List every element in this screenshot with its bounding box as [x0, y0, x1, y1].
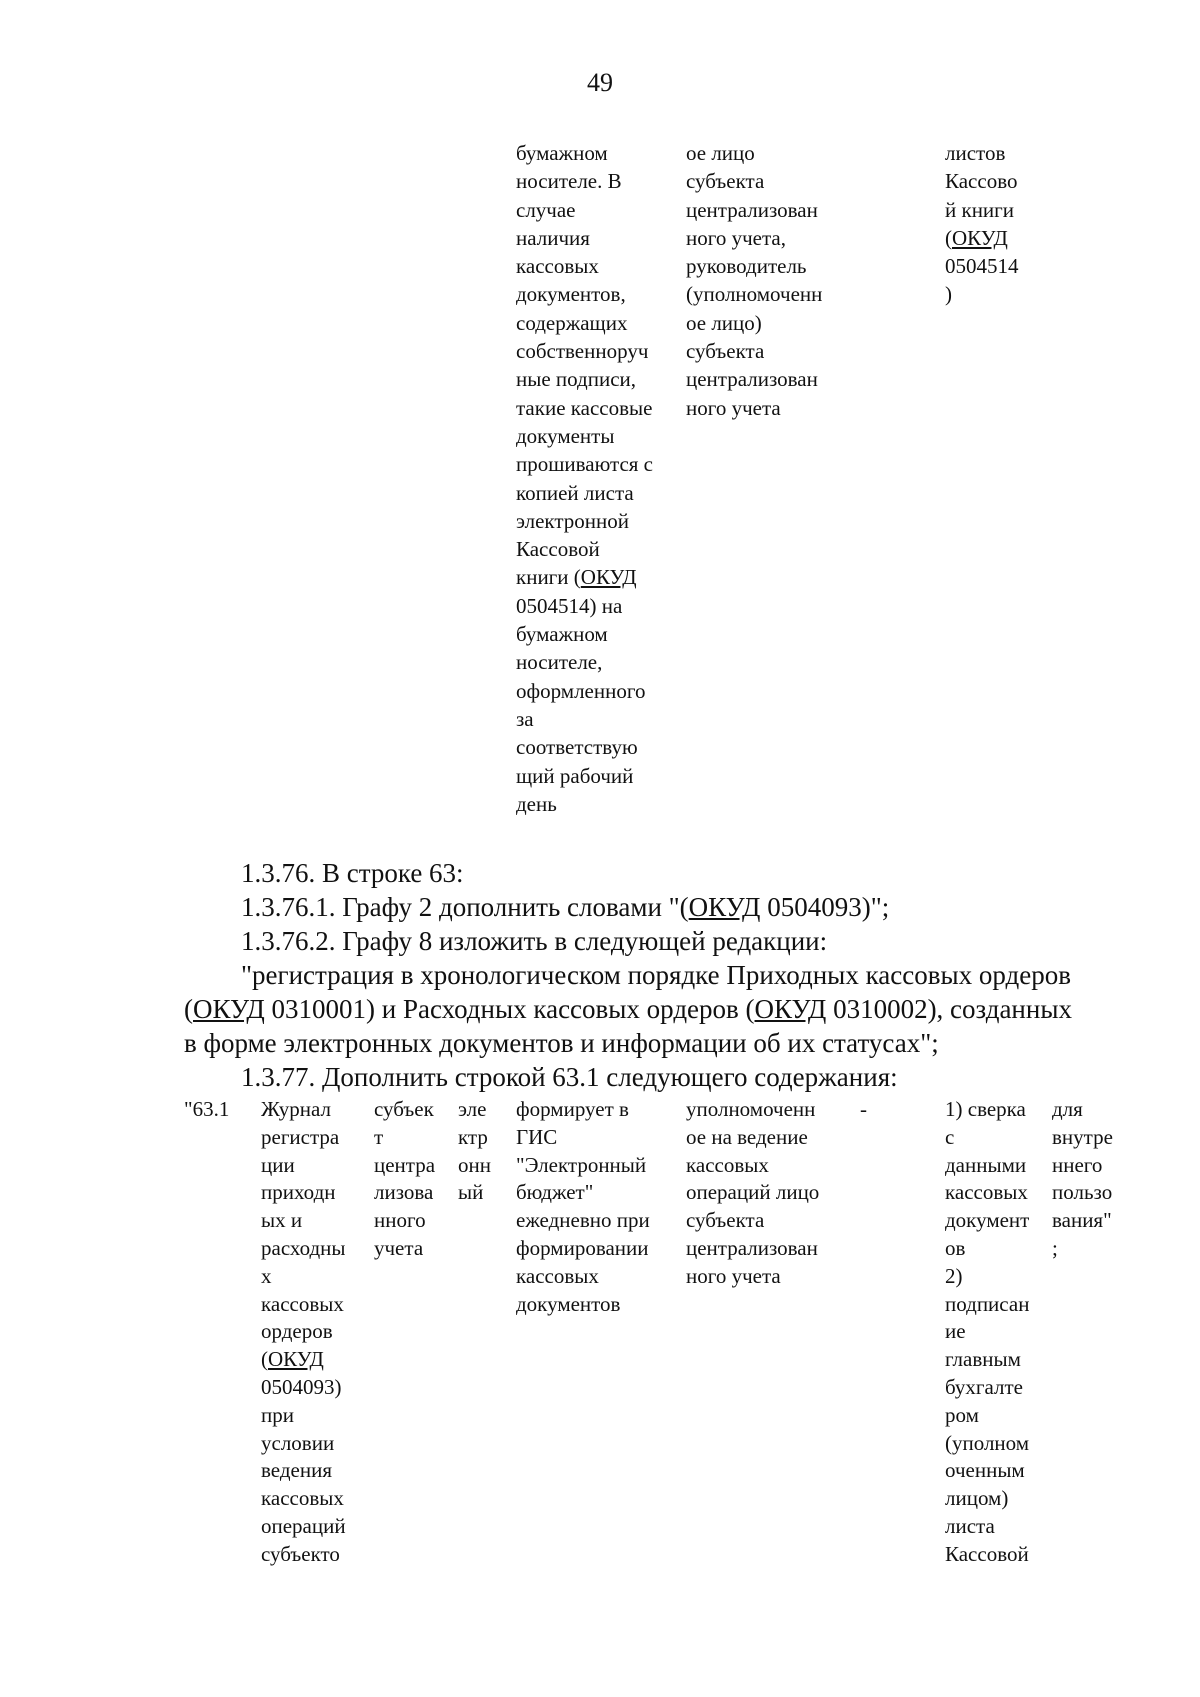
cell-line	[686, 309, 822, 337]
cell-text: расходны	[261, 1235, 346, 1260]
cell-text: документов,	[516, 282, 626, 307]
cell-text: прошиваются с	[516, 452, 654, 477]
cell-text: кассовых	[686, 1152, 769, 1177]
cell-line	[458, 1096, 491, 1124]
cell-line	[686, 394, 822, 422]
cell-line	[1052, 1207, 1113, 1235]
cell-text: с	[945, 1124, 955, 1149]
cell-text: носителе. В	[516, 169, 622, 194]
cell-text: ГИС	[516, 1124, 558, 1149]
cell-line	[1052, 1179, 1113, 1207]
cell-line	[945, 1096, 1029, 1124]
cell-text: данными	[945, 1152, 1027, 1177]
cell-text: документов	[516, 1291, 621, 1316]
cell-text: приходн	[261, 1180, 336, 1205]
cell-text: такие кассовые	[516, 395, 653, 420]
cell-line	[516, 394, 653, 422]
register-name-cell	[261, 1096, 346, 1569]
cell-line	[945, 1513, 1029, 1541]
cell-line	[686, 167, 822, 195]
cell-text: вания"	[1052, 1208, 1112, 1233]
cell-line	[374, 1096, 435, 1124]
cell-line	[516, 648, 653, 676]
cell-text: х	[261, 1263, 272, 1288]
cell-text: уполномоченн	[686, 1097, 816, 1121]
cell-line	[945, 252, 1019, 280]
cell-text: кассовых	[516, 254, 599, 279]
cell-text: ного учета,	[686, 225, 786, 250]
cell-text: ведения	[261, 1458, 332, 1483]
cell-text: "Электронный	[516, 1152, 647, 1177]
responsible-cell	[686, 1096, 819, 1291]
cell-line	[516, 705, 653, 733]
cell-line	[1052, 1124, 1113, 1152]
cell-line	[945, 224, 1019, 252]
cell-text: оформленного	[516, 678, 646, 703]
cell-line	[516, 1124, 650, 1152]
cell-line	[516, 1263, 650, 1291]
cell-text: ные подписи,	[516, 367, 637, 392]
cell-text: содержащих	[516, 310, 628, 335]
quote-line-2: (ОКУД 0310001) и Расходных кассовых ордеров (ОКУД 0310002), созданных	[184, 994, 1072, 1024]
cell-line	[374, 1152, 435, 1180]
cell-text: централизован	[686, 197, 818, 222]
cell-text: субъекта	[686, 339, 765, 364]
cell-line	[516, 1291, 650, 1319]
cell-line	[261, 1291, 346, 1319]
cell-text: за	[516, 706, 534, 731]
cell-text: формировании	[516, 1235, 649, 1260]
cell-line	[516, 1235, 650, 1263]
cell-line	[261, 1457, 346, 1485]
cell-line	[458, 1152, 491, 1180]
cell-line	[261, 1179, 346, 1207]
cell-text: при	[261, 1402, 294, 1427]
cell-line	[945, 1457, 1029, 1485]
cell-text: ктр	[458, 1124, 488, 1149]
cell-text: копией листа	[516, 480, 634, 505]
cell-text: централизован	[686, 1235, 818, 1260]
form-cell	[458, 1096, 491, 1207]
cell-text: случае	[516, 197, 576, 222]
cell-line	[945, 1374, 1029, 1402]
cell-line	[945, 1207, 1029, 1235]
paragraph-1-3-76-2: 1.3.76.2. Графу 8 изложить в следующей редакции:	[241, 926, 828, 956]
cell-text: ый	[458, 1180, 484, 1205]
cell-line	[516, 1152, 650, 1180]
cell-text: кассовых	[261, 1291, 344, 1316]
cell-text: пользо	[1052, 1180, 1113, 1205]
cell-line	[945, 1291, 1029, 1319]
cell-line	[516, 1207, 650, 1235]
quote-line-3: в форме электронных документов и информации об их статусах";	[184, 1028, 939, 1058]
cell-text: 0504093)	[261, 1374, 342, 1399]
cell-line	[516, 309, 653, 337]
cell-line	[516, 677, 653, 705]
cell-text: (	[945, 225, 952, 250]
cell-text: бухгалте	[945, 1374, 1023, 1399]
cell-line	[686, 1096, 819, 1124]
paragraph-1-3-76: 1.3.76. В строке 63:	[241, 858, 464, 888]
cell-text: книги (	[516, 565, 581, 590]
cell-text: операций лицо	[686, 1180, 820, 1205]
cell-line	[261, 1096, 346, 1124]
cell-text: й книги	[945, 197, 1015, 222]
cell-text: Журнал	[261, 1097, 332, 1121]
cell-text: для	[1052, 1097, 1083, 1121]
cell-text: онн	[458, 1152, 491, 1177]
cell-text: ое лицо)	[686, 310, 762, 335]
cell-line	[686, 252, 822, 280]
cell-text: подписан	[945, 1291, 1030, 1316]
cell-line	[261, 1124, 346, 1152]
cell-text: бумажном	[516, 622, 608, 647]
cell-text: субъекта	[686, 169, 765, 194]
cell-text: носителе,	[516, 650, 603, 675]
cell-line	[686, 196, 822, 224]
cell-line	[1052, 1096, 1113, 1124]
cell-line	[516, 563, 653, 591]
cell-text: бумажном	[516, 141, 608, 165]
cell-text: -	[860, 1097, 867, 1121]
cell-text: ции	[261, 1152, 295, 1177]
cell-text: лицом)	[945, 1486, 1009, 1511]
cell-text: ;	[1052, 1235, 1058, 1260]
cell-text: центра	[374, 1152, 436, 1177]
cell-text: 0504514) на	[516, 593, 623, 618]
cell-line	[945, 1263, 1029, 1291]
cell-text: внутре	[1052, 1124, 1113, 1149]
cell-line	[516, 365, 653, 393]
cell-line	[686, 139, 822, 167]
cell-line	[860, 1096, 867, 1124]
cell-line	[945, 1318, 1029, 1346]
cell-text: оченным	[945, 1458, 1025, 1483]
row-number-cell	[184, 1096, 229, 1124]
cell-line	[686, 1124, 819, 1152]
cell-line	[945, 1541, 1029, 1569]
cell-text: операций	[261, 1513, 346, 1538]
top-table-col-c	[945, 139, 1019, 309]
cell-text: ых и	[261, 1208, 303, 1233]
cell-text: день	[516, 791, 557, 816]
cell-line	[945, 1430, 1029, 1458]
cell-text: документы	[516, 423, 615, 448]
cell-text: наличия	[516, 225, 590, 250]
cell-text: Кассовой	[516, 537, 600, 562]
paragraph-1-3-77: 1.3.77. Дополнить строкой 63.1 следующего содержания:	[241, 1062, 898, 1092]
cell-line	[261, 1152, 346, 1180]
cell-text: листа	[945, 1513, 995, 1538]
cell-text: ежедневно при	[516, 1208, 650, 1233]
cell-line	[686, 1207, 819, 1235]
cell-line	[686, 337, 822, 365]
cell-text: эле	[458, 1097, 487, 1121]
cell-text: главным	[945, 1347, 1021, 1372]
cell-line	[458, 1179, 491, 1207]
cell-line	[945, 1402, 1029, 1430]
cell-text: руководитель	[686, 254, 807, 279]
cell-text: ов	[945, 1235, 966, 1260]
when-cell	[516, 1096, 650, 1318]
cell-line	[516, 733, 653, 761]
cell-line	[261, 1374, 346, 1402]
cell-line	[516, 252, 653, 280]
cell-line	[945, 1179, 1029, 1207]
cell-line	[945, 280, 1019, 308]
cell-line	[516, 535, 653, 563]
cell-line	[686, 365, 822, 393]
cell-text: (уполном	[945, 1430, 1030, 1455]
cell-line	[945, 196, 1019, 224]
cell-text: субъек	[374, 1097, 434, 1121]
cell-text: (уполномоченн	[686, 282, 823, 307]
cell-text: кассовых	[261, 1486, 344, 1511]
subject-cell	[374, 1096, 435, 1263]
cell-text: 1) сверка	[945, 1097, 1026, 1121]
cell-text: кассовых	[516, 1263, 599, 1288]
cell-line	[516, 1179, 650, 1207]
cell-text: ое на ведение	[686, 1124, 808, 1149]
cell-text: 0504514	[945, 254, 1019, 279]
cell-text: регистра	[261, 1124, 340, 1149]
quote-line-1: "регистрация в хронологическом порядке Приходных кассовых ордеров	[241, 960, 1071, 990]
cell-text: т	[374, 1124, 384, 1149]
cell-line	[686, 1179, 819, 1207]
cell-line	[945, 1346, 1029, 1374]
top-table-col-a	[516, 139, 653, 818]
cell-text: листов	[945, 141, 1006, 165]
cell-text: ордеров	[261, 1319, 333, 1344]
cell-line	[516, 337, 653, 365]
cell-line	[516, 139, 653, 167]
cell-text: 2)	[945, 1263, 963, 1288]
cell-text: нного	[374, 1208, 426, 1233]
cell-text: лизова	[374, 1180, 434, 1205]
cell-line	[261, 1402, 346, 1430]
cell-line	[945, 167, 1019, 195]
cell-line	[945, 1485, 1029, 1513]
cell-text: "63.1	[184, 1097, 230, 1121]
cell-text: ннего	[1052, 1152, 1103, 1177]
cell-text: ного учета	[686, 395, 781, 420]
cell-text: (	[261, 1347, 268, 1372]
cell-text: ие	[945, 1319, 966, 1344]
cell-line	[945, 1235, 1029, 1263]
cell-text: кассовых	[945, 1180, 1028, 1205]
cell-line	[516, 762, 653, 790]
cell-line	[686, 1235, 819, 1263]
actions-cell	[945, 1096, 1029, 1569]
cell-text: электронной	[516, 508, 630, 533]
cell-line	[374, 1124, 435, 1152]
cell-line	[516, 422, 653, 450]
cell-line	[261, 1235, 346, 1263]
cell-text: соответствую	[516, 735, 638, 760]
underlined-text: ОКУД	[952, 225, 1008, 250]
cell-line	[374, 1207, 435, 1235]
cell-text: формирует в	[516, 1097, 629, 1121]
paragraph-1-3-76-1: 1.3.76.1. Графу 2 дополнить словами "(ОКУД 0504093)";	[241, 892, 890, 922]
cell-line	[945, 1124, 1029, 1152]
cell-line	[516, 450, 653, 478]
cell-line	[516, 479, 653, 507]
cell-line	[1052, 1235, 1113, 1263]
cell-line	[516, 507, 653, 535]
cell-line	[1052, 1152, 1113, 1180]
cell-text: ного учета	[686, 1263, 781, 1288]
underlined-text: ОКУД	[268, 1347, 324, 1372]
purpose-cell	[1052, 1096, 1113, 1263]
cell-line	[516, 620, 653, 648]
cell-line	[261, 1513, 346, 1541]
cell-text: документ	[945, 1208, 1030, 1233]
cell-line	[516, 280, 653, 308]
cell-text: субъекта	[686, 1208, 765, 1233]
cell-line	[184, 1096, 229, 1124]
cell-text: Кассовой	[945, 1541, 1029, 1566]
cell-line	[374, 1179, 435, 1207]
cell-line	[686, 280, 822, 308]
cell-text: учета	[374, 1235, 424, 1260]
top-table-col-b	[686, 139, 822, 422]
cell-text: щий рабочий	[516, 763, 634, 788]
cell-line	[458, 1124, 491, 1152]
cell-line	[261, 1430, 346, 1458]
cell-line	[261, 1207, 346, 1235]
cell-text: )	[945, 282, 952, 307]
cell-text: условии	[261, 1430, 335, 1455]
cell-line	[516, 196, 653, 224]
cell-text: Кассово	[945, 169, 1018, 194]
cell-line	[374, 1235, 435, 1263]
page-number: 49	[587, 68, 613, 97]
cell-line	[686, 224, 822, 252]
cell-line	[686, 1152, 819, 1180]
dash-cell	[860, 1096, 867, 1124]
cell-text: централизован	[686, 367, 818, 392]
cell-text: бюджет"	[516, 1180, 594, 1205]
cell-text: ром	[945, 1402, 979, 1427]
cell-text: субъекто	[261, 1541, 340, 1566]
cell-text: собственноруч	[516, 339, 649, 364]
cell-line	[686, 1263, 819, 1291]
cell-text: ое лицо	[686, 141, 755, 165]
cell-line	[261, 1541, 346, 1569]
cell-line	[945, 1152, 1029, 1180]
cell-line	[945, 139, 1019, 167]
cell-line	[516, 790, 653, 818]
cell-line	[516, 1096, 650, 1124]
cell-line	[516, 167, 653, 195]
cell-line	[261, 1346, 346, 1374]
cell-line	[261, 1263, 346, 1291]
cell-line	[516, 224, 653, 252]
cell-line	[261, 1318, 346, 1346]
cell-line	[261, 1485, 346, 1513]
underlined-text: ОКУД	[580, 565, 637, 590]
cell-line	[516, 592, 653, 620]
